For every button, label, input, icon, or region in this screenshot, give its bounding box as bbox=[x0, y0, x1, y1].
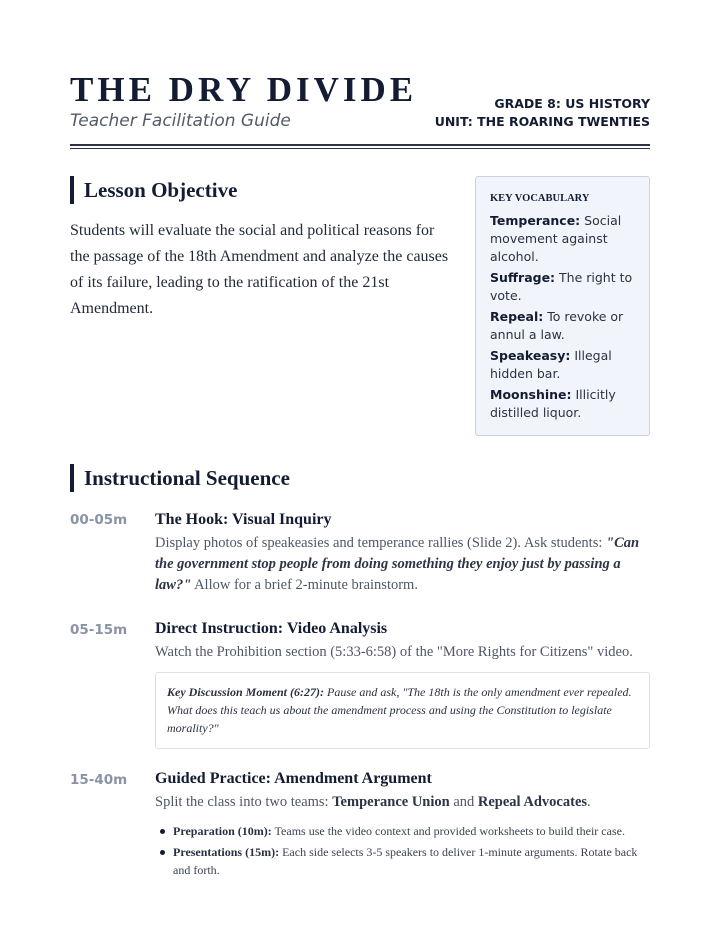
step-description bbox=[155, 792, 650, 813]
bullet-icon bbox=[160, 829, 165, 834]
vocab-item bbox=[490, 347, 635, 383]
list-item bbox=[155, 843, 650, 879]
header-divider bbox=[70, 144, 650, 149]
team-name: Temperance Union bbox=[332, 794, 450, 810]
team-name: Repeal Advocates bbox=[477, 794, 588, 810]
step-time: 00-05m bbox=[70, 512, 128, 528]
heading-accent-bar bbox=[70, 176, 74, 204]
vocab-definition: Illicitly distilled liquor. bbox=[490, 387, 616, 420]
page-header bbox=[70, 70, 650, 130]
step-text: Split the class into two teams: bbox=[155, 794, 333, 810]
document-subtitle: Teacher Facilitation Guide bbox=[70, 111, 291, 131]
callout-text: Pause and ask, "The 18th is the only amendment ever repealed. What does this teach us about the amendment process and using the Constitution to legislate morality?" bbox=[167, 685, 632, 735]
step-description bbox=[155, 533, 650, 596]
objective-text: Students will evaluate the social and political reasons for the passage of the 18th Amendment and analyze the causes of its failure, leading to the ratification of the 21st Amendment. bbox=[70, 222, 449, 317]
guiding-question: "Can the government stop people from doing something they enjoy just by passing a law?" bbox=[155, 535, 640, 593]
list-item bbox=[155, 822, 650, 840]
item-text: Each side selects 3-5 speakers to deliver 1-minute arguments. Rotate back and forth. bbox=[173, 845, 638, 877]
objective-heading bbox=[70, 176, 237, 204]
vocab-definition: Illegal hidden bar. bbox=[490, 348, 612, 381]
vocabulary-title: KEY VOCABULARY bbox=[490, 193, 590, 204]
course-info bbox=[435, 95, 650, 131]
step-text: Display photos of speakeasies and temperance rallies (Slide 2). Ask students: bbox=[155, 535, 607, 551]
step-title: Direct Instruction: Video Analysis bbox=[155, 620, 388, 637]
step-title: The Hook: Visual Inquiry bbox=[155, 511, 332, 528]
activity-list bbox=[155, 822, 650, 879]
step-text: and bbox=[449, 794, 478, 810]
vocab-item bbox=[490, 308, 635, 344]
vocab-definition: Social movement against alcohol. bbox=[490, 213, 622, 264]
unit-label: UNIT: THE ROARING TWENTIES bbox=[434, 114, 650, 129]
vocab-term: Moonshine: bbox=[490, 387, 572, 402]
vocab-term: Speakeasy: bbox=[490, 348, 571, 363]
vocab-term: Suffrage: bbox=[490, 270, 556, 285]
vocab-term: Temperance: bbox=[490, 213, 581, 228]
step-title: Guided Practice: Amendment Argument bbox=[155, 770, 432, 787]
step-text: Allow for a brief 2-minute brainstorm. bbox=[191, 577, 418, 593]
vocab-item bbox=[490, 212, 635, 266]
sequence-heading bbox=[70, 464, 290, 492]
heading-accent-bar bbox=[70, 464, 74, 492]
grade-label: GRADE 8: US HISTORY bbox=[494, 96, 650, 111]
objective-title: Lesson Objective bbox=[84, 177, 238, 202]
vocab-term: Repeal: bbox=[490, 309, 544, 324]
sequence-title: Instructional Sequence bbox=[84, 465, 290, 490]
step-description: Watch the Prohibition section (5:33-6:58) of the "More Rights for Citizens" video. bbox=[155, 644, 633, 660]
vocab-item bbox=[490, 386, 635, 422]
vocab-item bbox=[490, 269, 635, 305]
step-time: 05-15m bbox=[70, 622, 128, 638]
item-label: Preparation (10m): bbox=[173, 824, 272, 838]
step-text: . bbox=[587, 794, 591, 810]
vocabulary-box bbox=[475, 176, 650, 436]
vocab-definition: To revoke or annul a law. bbox=[490, 309, 624, 342]
bullet-icon bbox=[160, 850, 165, 855]
discussion-callout bbox=[155, 672, 650, 749]
item-label: Presentations (15m): bbox=[173, 845, 280, 859]
document-title: THE DRY DIVIDE bbox=[70, 70, 418, 109]
vocab-definition: The right to vote. bbox=[490, 270, 633, 303]
callout-label: Key Discussion Moment (6:27): bbox=[167, 685, 324, 699]
item-text: Teams use the video context and provided worksheets to build their case. bbox=[271, 824, 625, 838]
step-time: 15-40m bbox=[70, 772, 128, 788]
